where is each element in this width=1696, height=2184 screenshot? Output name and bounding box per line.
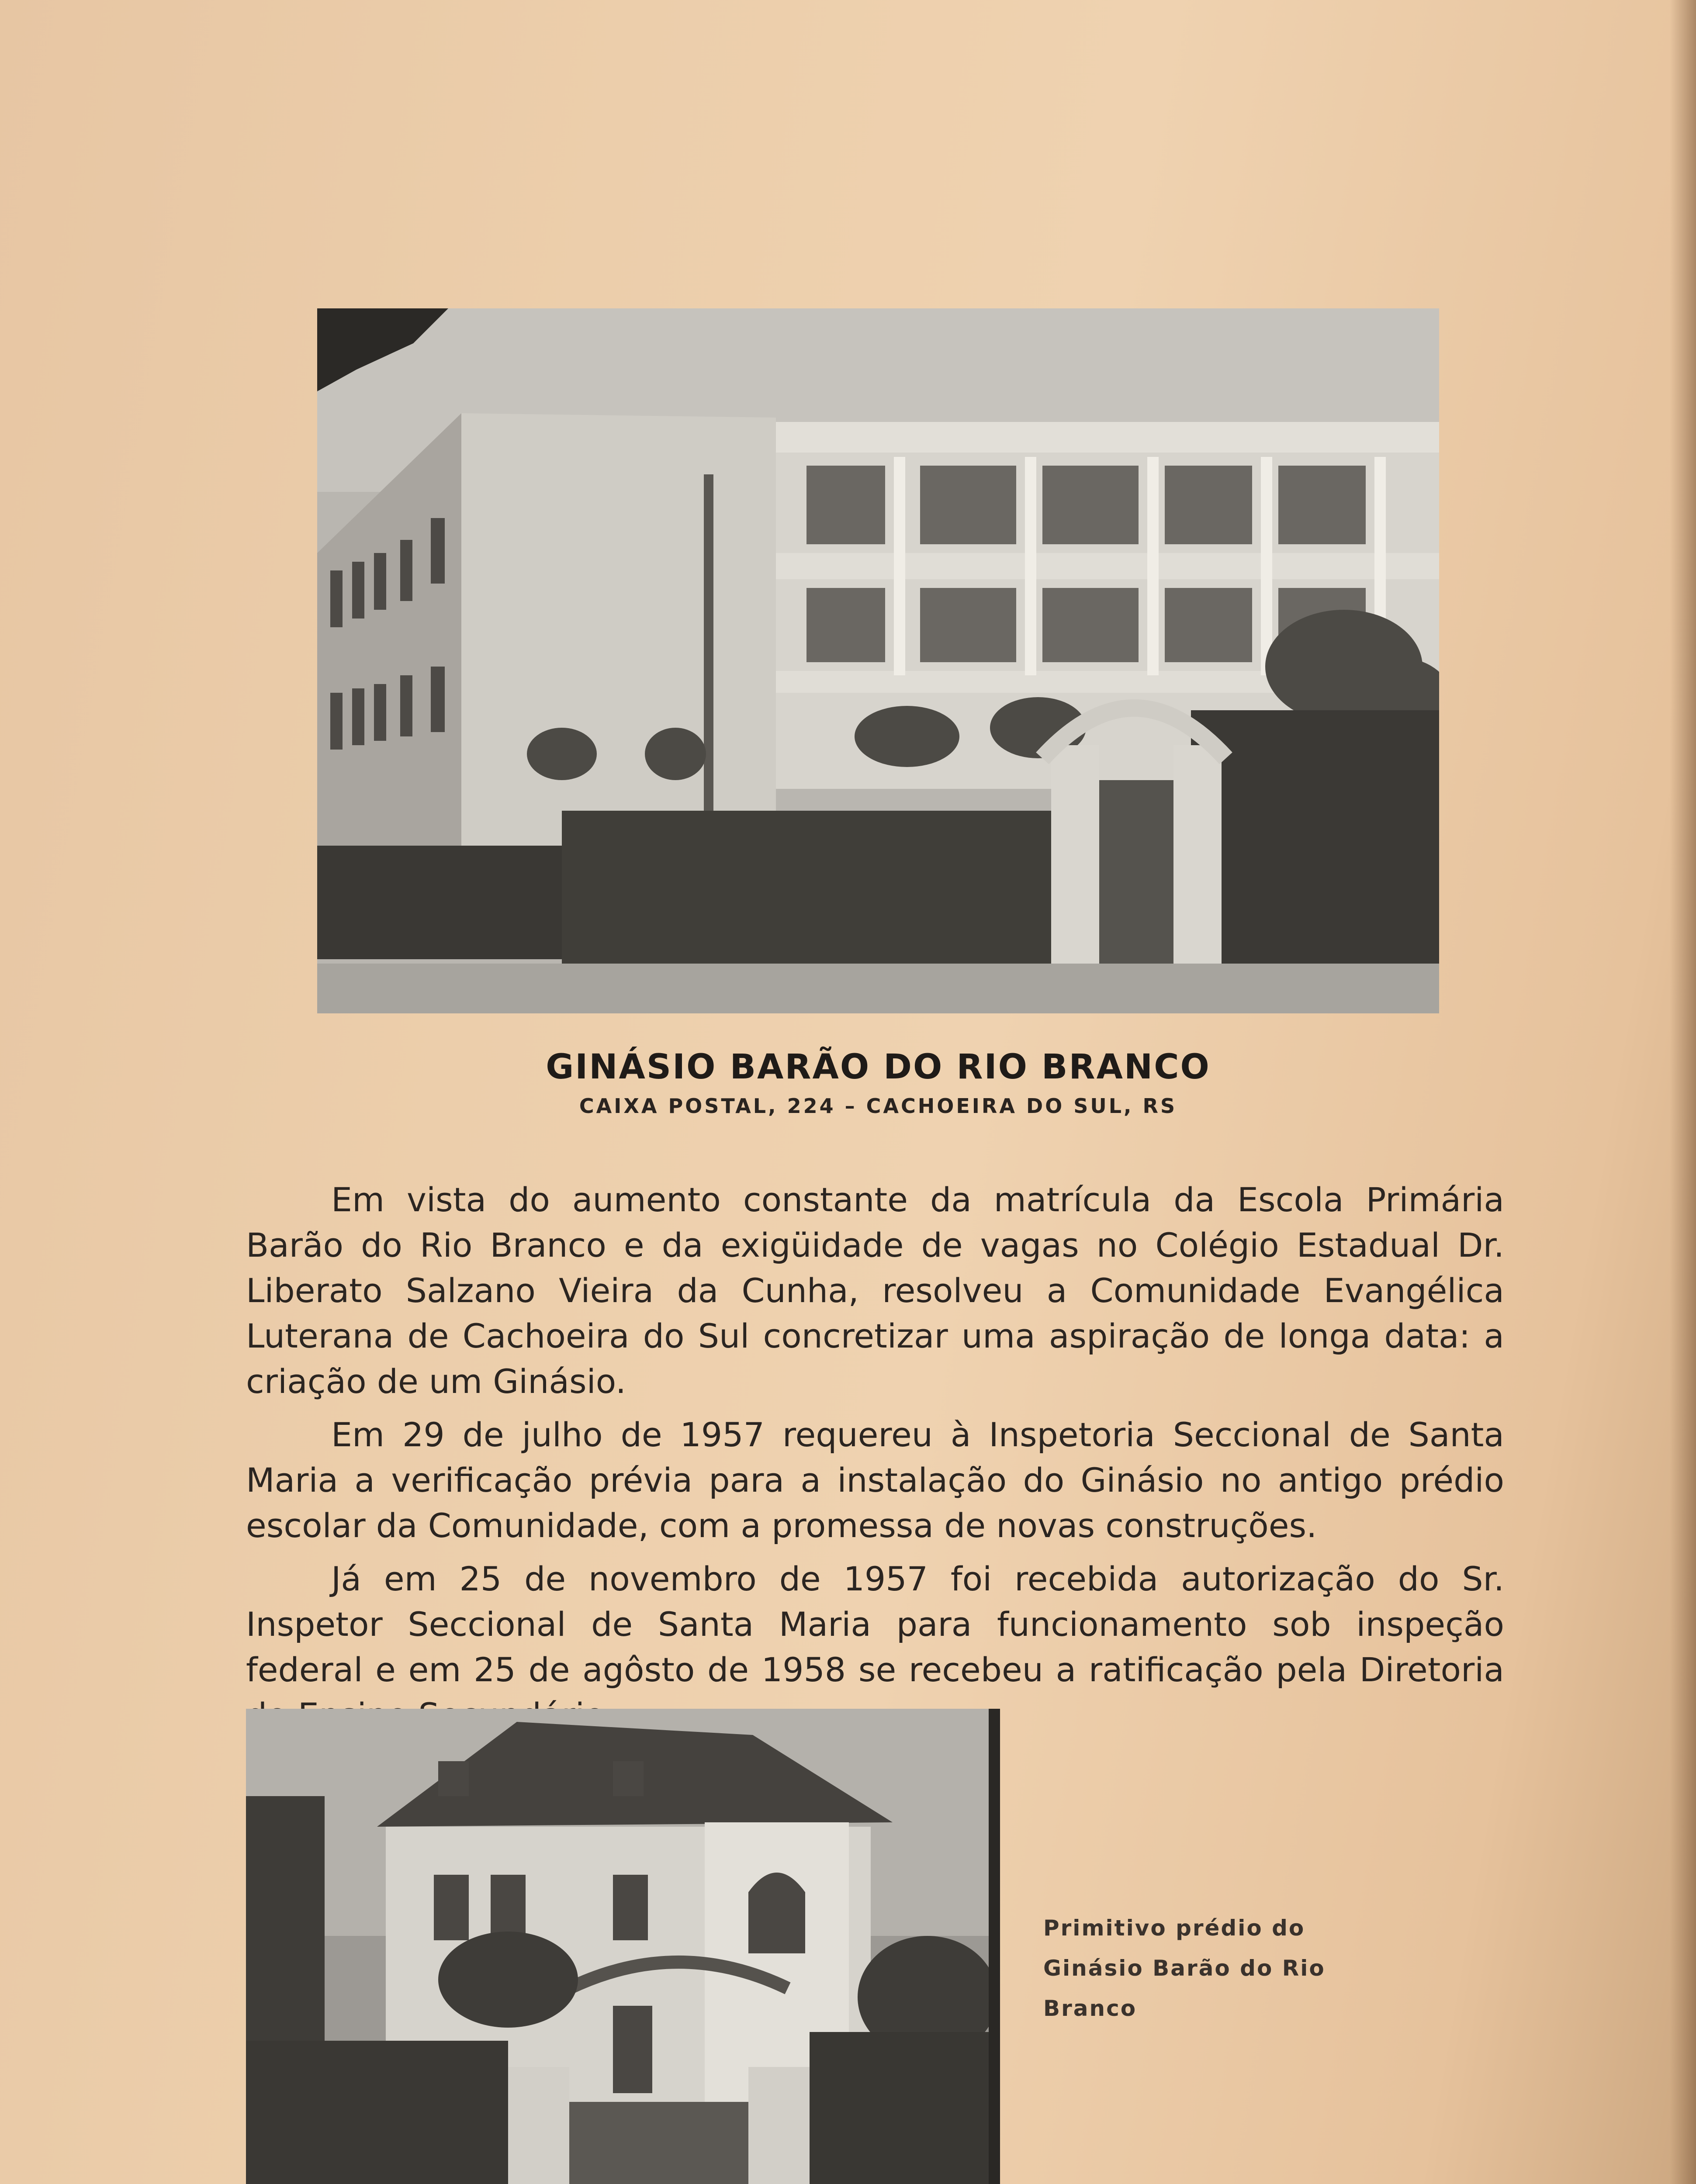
paragraph-1: Em vista do aumento constante da matrícula da Escola Primária Barão do Rio Branco e da exigüidade de vagas no Colégio Estadual Dr. Liberato Salzano Vieira da Cunha, resolveu a Comunidade Evangélica Luterana de Cachoeira do Sul concretizar uma aspiração de longa data: a criação de um Ginásio. bbox=[246, 1180, 1504, 1401]
school-building-photo bbox=[317, 308, 1439, 1013]
paragraph-2: Em 29 de julho de 1957 requereu à Inspetoria Seccional de Santa Maria a verificação prévia para a instalação do Ginásio no antigo prédio escolar da Comunidade, com a promessa de novas construções. bbox=[246, 1415, 1504, 1545]
page-edge-shadow bbox=[1670, 0, 1696, 2184]
caption-subtitle: CAIXA POSTAL, 224 – CACHOEIRA DO SUL, RS bbox=[579, 1094, 1177, 1118]
photo-side-caption: Primitivo prédio do Ginásio Barão do Rio Branco bbox=[1043, 1915, 1326, 2021]
body-text bbox=[246, 1177, 1504, 1746]
paragraph-3: Já em 25 de novembro de 1957 foi recebida autorização do Sr. Inspetor Seccional de Santa Maria para funcionamento sob inspeção federal e em 25 de agôsto de 1958 se recebeu a ratificação pela Diretoria bbox=[246, 1559, 1504, 1689]
original-building-photo bbox=[246, 1709, 1000, 2184]
caption-title: GINÁSIO BARÃO DO RIO BRANCO bbox=[546, 1047, 1211, 1087]
